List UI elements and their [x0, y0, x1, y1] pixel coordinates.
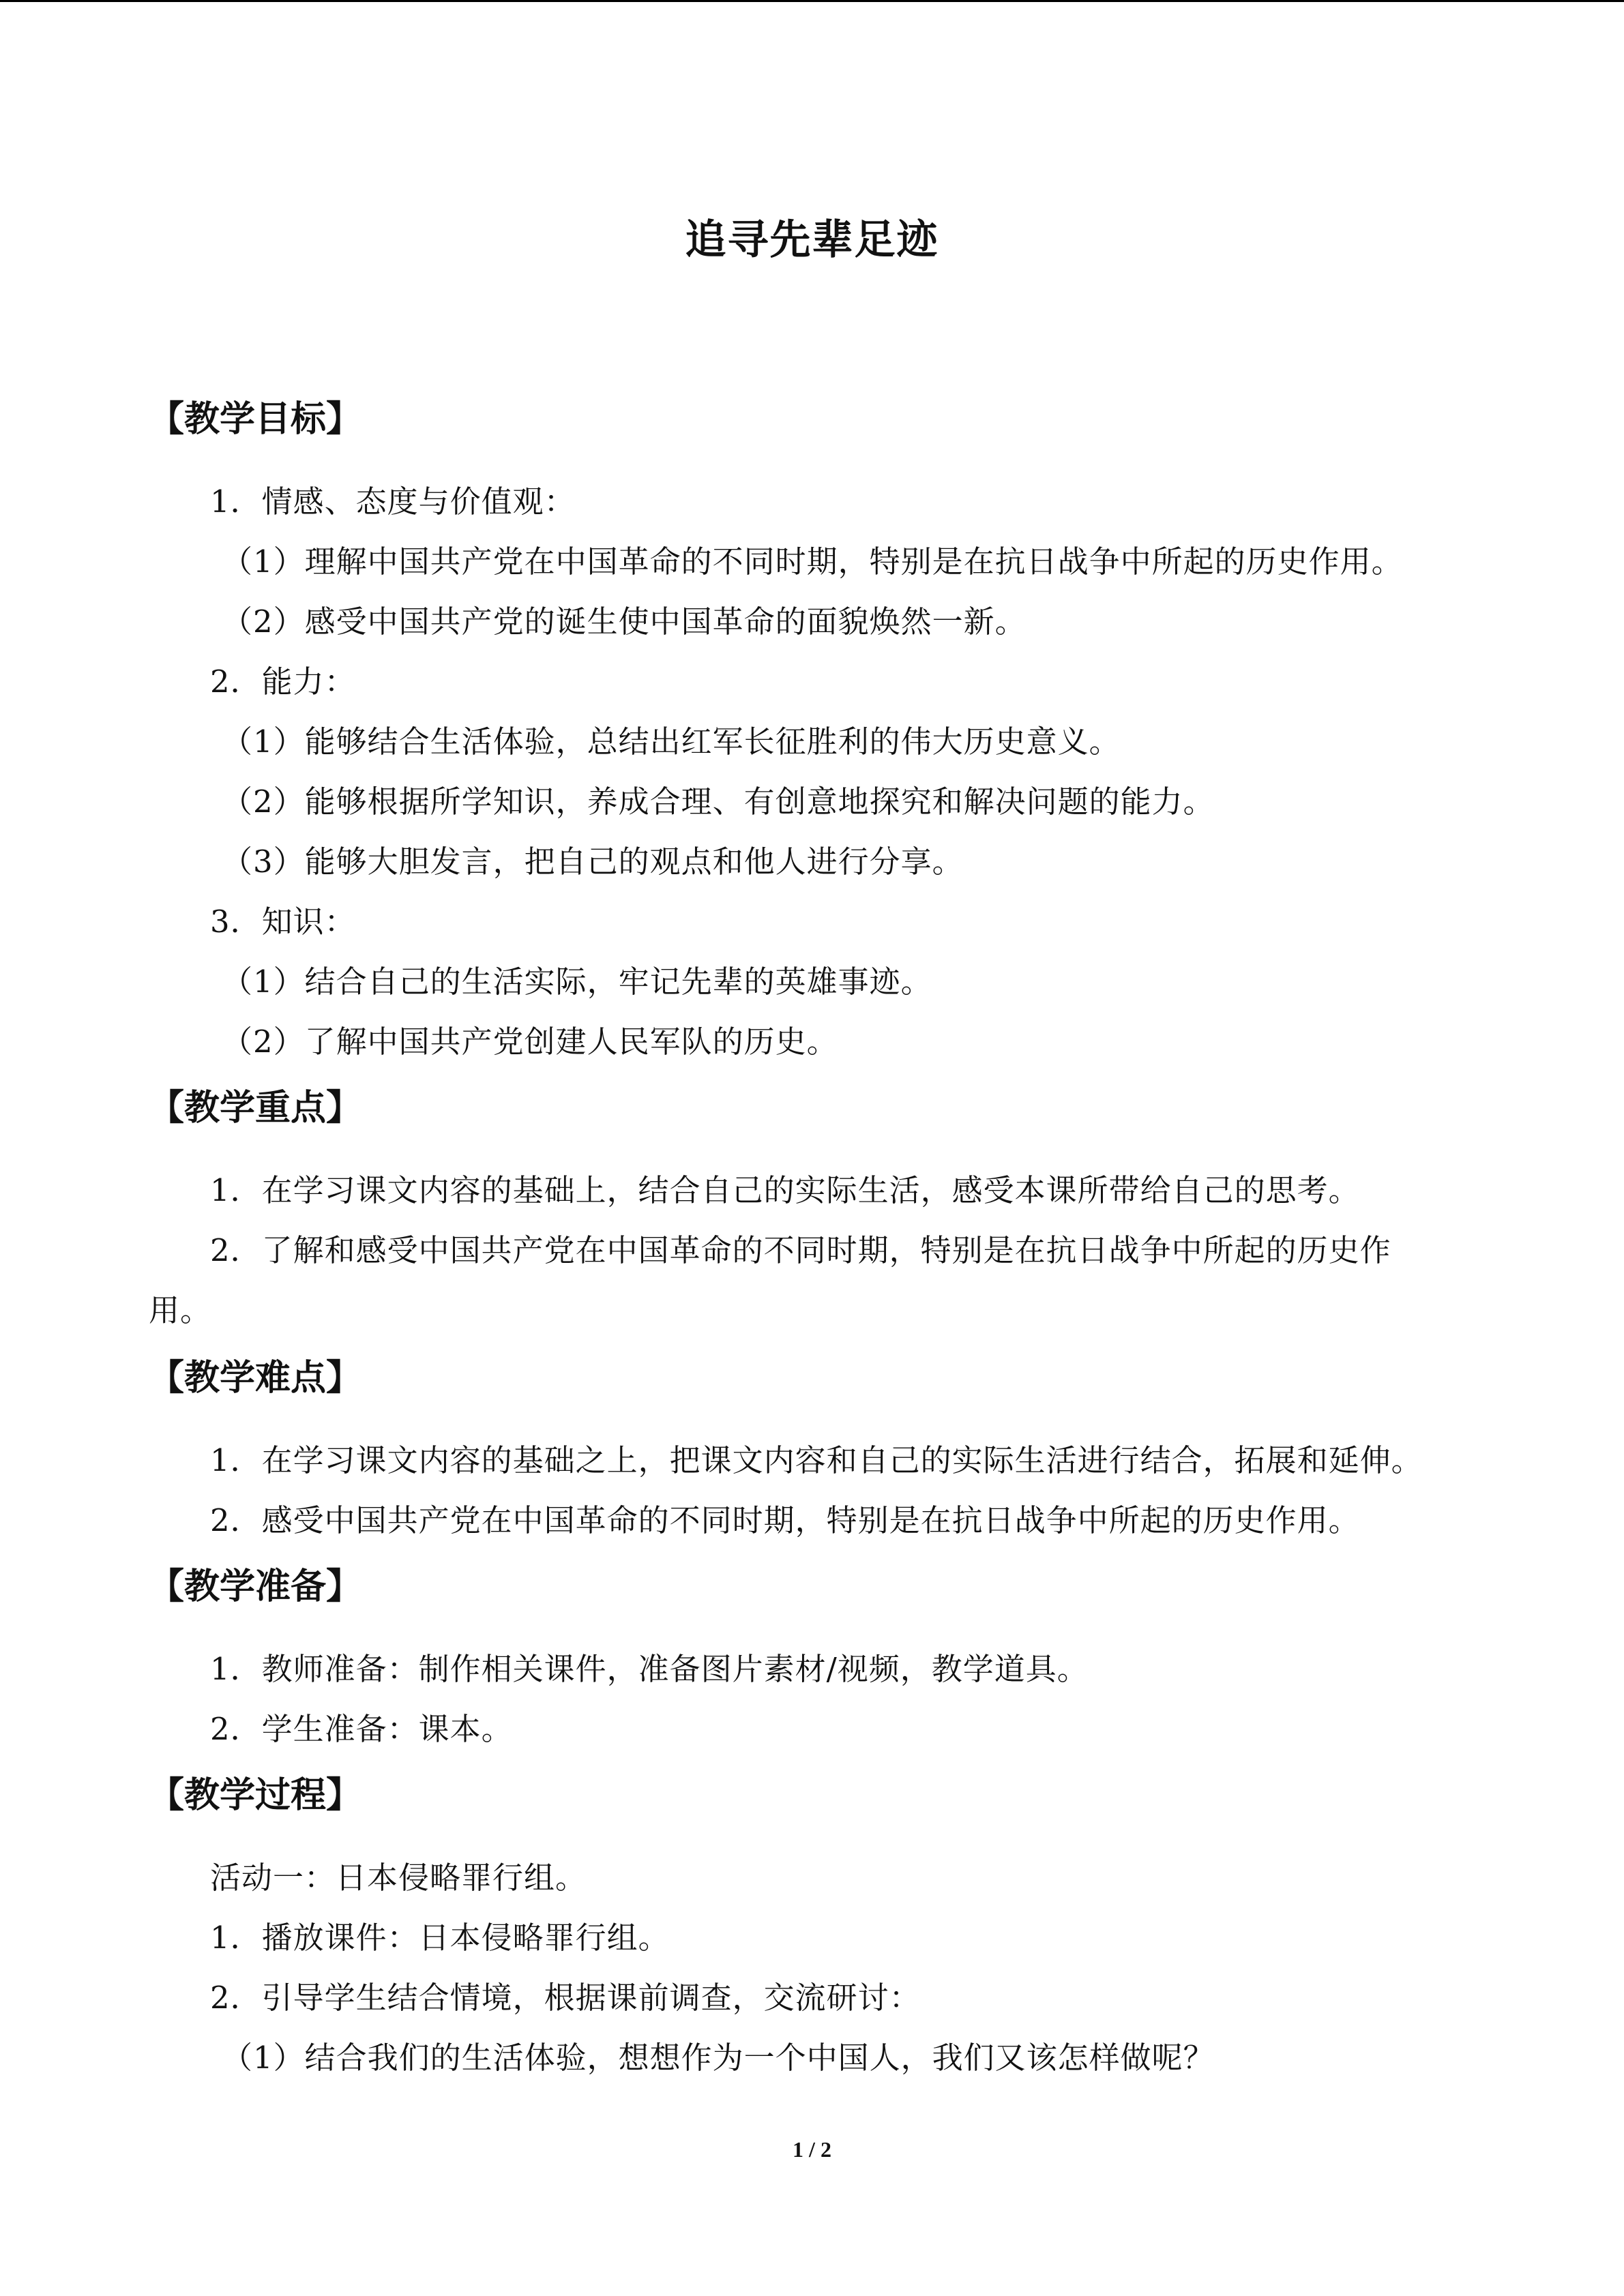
difficulties-line-1: 1．在学习课文内容的基础之上，把课文内容和自己的实际生活进行结合，拓展和延伸。 [210, 1442, 1423, 1478]
preparation-line-1: 1．教师准备：制作相关课件，准备图片素材/视频，教学道具。 [210, 1651, 1089, 1687]
objectives-line-2: （1）理解中国共产党在中国革命的不同时期，特别是在抗日战争中所起的历史作用。 [222, 543, 1403, 580]
top-border-rule [0, 0, 1624, 2]
process-line-4: （1）结合我们的生活体验，想想作为一个中国人，我们又该怎样做呢？ [222, 2040, 1215, 2076]
objectives-line-10: （2）了解中国共产党创建人民军队的历史。 [222, 1024, 838, 1060]
objectives-line-1: 1．情感、态度与价值观： [210, 483, 576, 520]
objectives-line-6: （2）能够根据所学知识，养成合理、有创意地探究和解决问题的能力。 [222, 784, 1215, 820]
objectives-line-7: （3）能够大胆发言，把自己的观点和他人进行分享。 [222, 844, 964, 880]
heading-preparation: 【教学准备】 [149, 1566, 362, 1607]
key-points-line-1: 1．在学习课文内容的基础上，结合自己的实际生活，感受本课所带给自己的思考。 [210, 1172, 1360, 1208]
process-line-1: 活动一：日本侵略罪行组。 [210, 1860, 587, 1896]
difficulties-line-2: 2．感受中国共产党在中国革命的不同时期，特别是在抗日战争中所起的历史作用。 [210, 1502, 1360, 1538]
page-number: 1 / 2 [793, 2137, 831, 2162]
objectives-line-9: （1）结合自己的生活实际，牢记先辈的英雄事迹。 [222, 964, 932, 1000]
preparation-line-2: 2．学生准备：课本。 [210, 1711, 513, 1747]
heading-objectives: 【教学目标】 [149, 399, 362, 440]
key-points-line-3: 用。 [149, 1292, 212, 1328]
document-title: 追寻先辈足迹 [685, 216, 939, 264]
objectives-line-5: （1）能够结合生活体验，总结出红军长征胜利的伟大历史意义。 [222, 724, 1121, 760]
heading-process: 【教学过程】 [149, 1775, 362, 1816]
objectives-line-3: （2）感受中国共产党的诞生使中国革命的面貌焕然一新。 [222, 603, 1027, 640]
objectives-line-4: 2．能力： [210, 664, 356, 700]
heading-key-points: 【教学重点】 [149, 1088, 362, 1129]
process-line-3: 2．引导学生结合情境，根据课前调查，交流研讨： [210, 1980, 921, 2016]
process-line-2: 1．播放课件：日本侵略罪行组。 [210, 1920, 670, 1956]
heading-difficulties: 【教学难点】 [149, 1358, 362, 1399]
objectives-line-8: 3．知识： [210, 904, 356, 940]
key-points-line-2: 2．了解和感受中国共产党在中国革命的不同时期，特别是在抗日战争中所起的历史作 [210, 1232, 1391, 1268]
